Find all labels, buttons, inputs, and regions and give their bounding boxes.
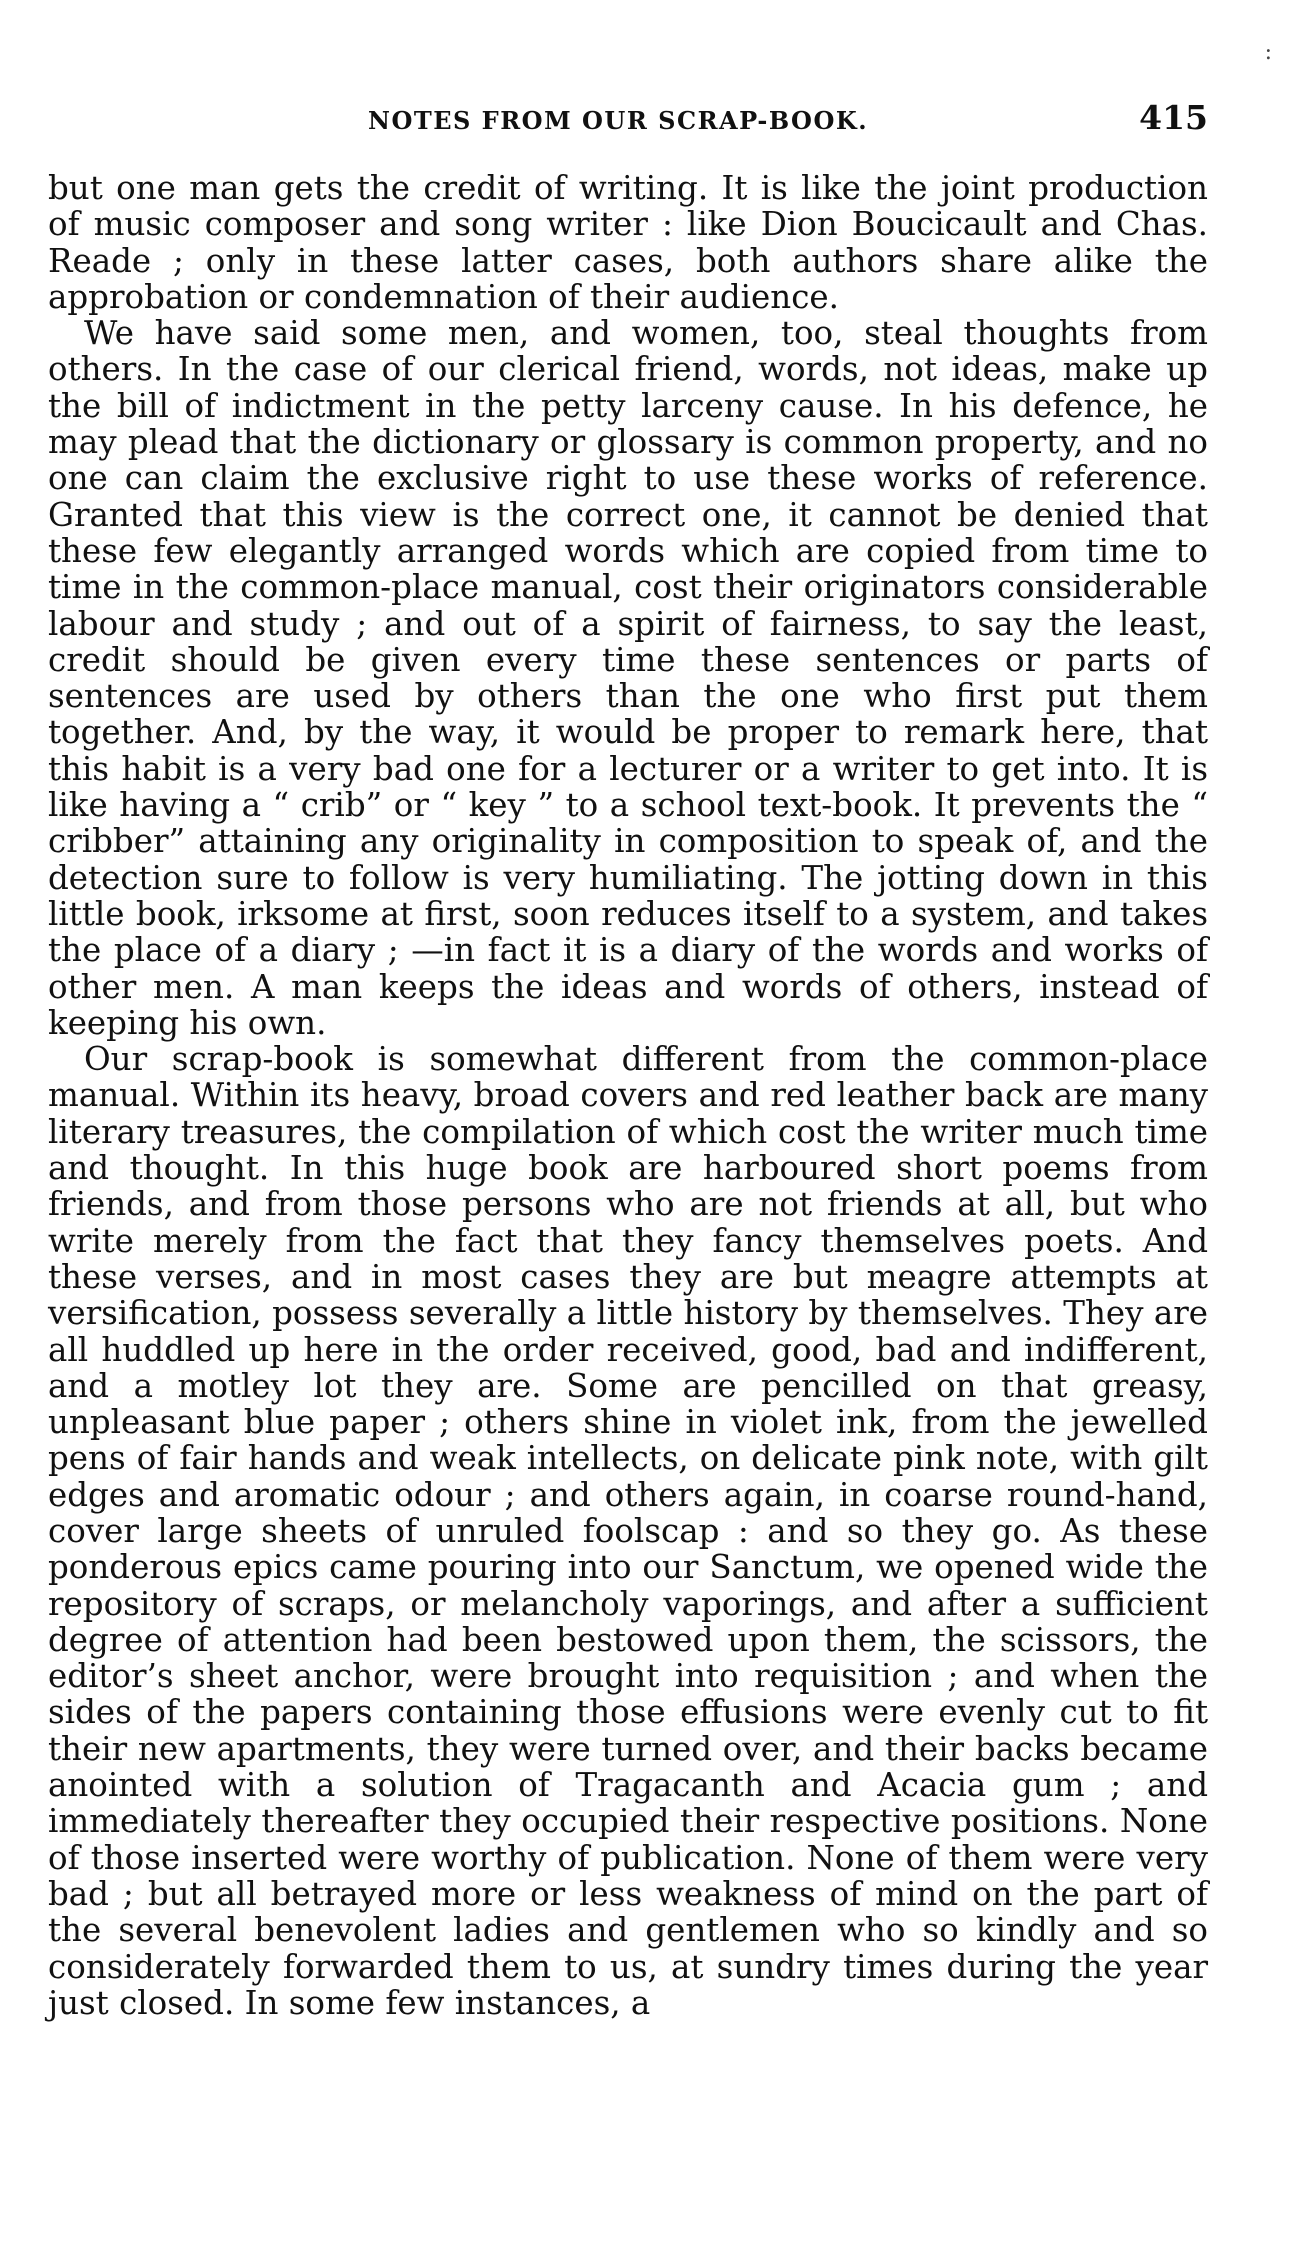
page-header: [48, 98, 1208, 138]
body-text: [48, 170, 1208, 2021]
paragraph: We have said some men, and women, too, steal thoughts from others. In the case of our clerical friend, words, not ideas, make up the bill of indictment in the petty larceny cause. In his defence, he may plead that the dictionary or glossary is common property, and no one can claim the exclusive right to use these works of reference. Granted that this view is the correct one, it cannot be denied that these few elegantly arranged words which are copied from time to time in the common-place manual, cost their originators considerable labour and study ; and out of a spirit of fairness, to say the least, credit should be given every time these sentences or parts of sentences are used by others than the one who first put them together. And, by the way, it would be proper to remark here, that this habit is a very bad one for a lecturer or a writer to get into. It is like having a “ crib” or “ key ” to a school text-book. It prevents the “ cribber” attaining any originality in composition to speak of, and the detection sure to follow is very humiliating. The jotting down in this little book, irksome at first, soon reduces itself to a system, and takes the place of a diary ; —in fact it is a diary of the words and works of other men. A man keeps the ideas and words of others, instead of keeping his own.: [48, 314, 1208, 1042]
page-number: 415: [1139, 98, 1208, 137]
paragraph-continued: but one man gets the credit of writing. It is like the joint production of music composer and song writer : like Dion Boucicault and Chas. Reade ; only in these latter cases, both authors share alike the approbation or condemnation of their audience.: [48, 169, 1208, 316]
running-title: NOTES FROM OUR SCRAP-BOOK.: [368, 106, 869, 135]
paragraph: Our scrap-book is somewhat different from the common-place manual. Within its heavy, broad covers and red leather back are many literary treasures, the compilation of which cost the writer much time and thought. In this huge book are harboured short poems from friends, and from those persons who are not friends at all, but who write merely from the fact that they fancy themselves poets. And these verses, and in most cases they are but meagre attempts at versification, possess severally a little history by themselves. They are all huddled up here in the order received, good, bad and indifferent, and a motley lot they are. Some are pencilled on that greasy, unpleasant blue paper ; others shine in violet ink, from the jewelled pens of fair hands and weak intellects, on delicate pink note, with gilt edges and aromatic odour ; and others again, in coarse round-hand, cover large sheets of unruled foolscap : and so they go. As these ponderous epics came pouring into our Sanctum, we opened wide the repository of scraps, or melancholy vaporings, and after a sufficient degree of attention had been bestowed upon them, the scissors, the editor’s sheet anchor, were brought into requisition ; and when the sides of the papers containing those effusions were evenly cut to fit their new apartments, they were turned over, and their backs became anointed with a solution of Tragacanth and Acacia gum ; and immediately thereafter they occupied their respective positions. None of those inserted were worthy of publication. None of them were very bad ; but all betrayed more or less weakness of mind on the part of the several benevolent ladies and gentlemen who so kindly and so considerately forwarded them to us, at sundry times during the year just closed. In some few instances, a: [48, 1040, 1208, 2022]
margin-mark: :: [1264, 40, 1272, 65]
